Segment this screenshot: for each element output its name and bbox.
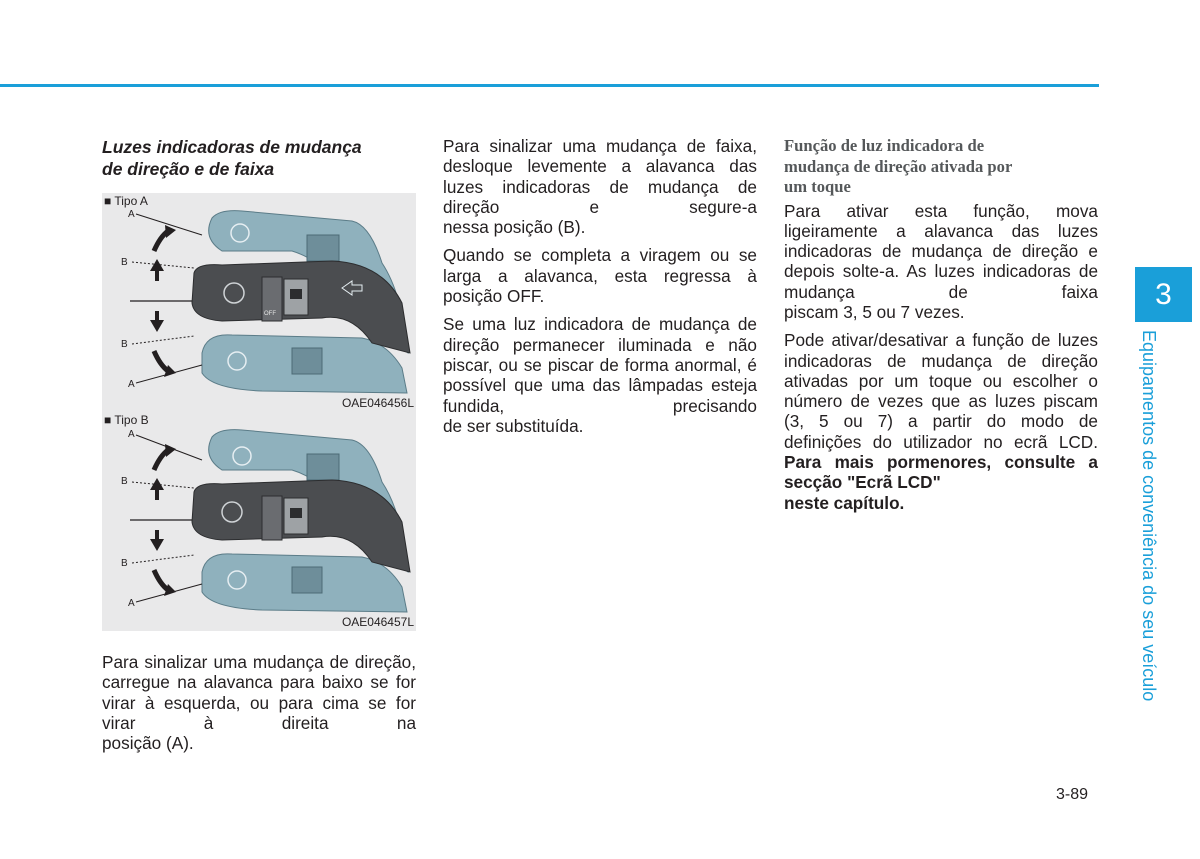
figure-code-b: OAE046457L [341,615,414,629]
column-3 [784,136,1098,521]
paragraph-body: Pode ativar/desativar a função de luzes indicadoras de mudança de direção ativadas por um toque ou escolher o número de vezes que as luzes piscam (3, 5 ou 7) a partir do modo de definições do utilizador no ecrã LCD. [784,330,1098,452]
column-1-lower [102,652,416,761]
callout-a-bottom: A [128,379,135,390]
heading-line-1: Luzes indicadoras de mudança [102,137,362,157]
paragraph-bold-reference: Para mais pormenores, consulte a secção "Ecrã LCD" [784,452,1098,493]
callout-b-bottom: B [121,339,128,350]
figure-type-b [102,412,416,631]
paragraph-settings [784,330,1098,513]
callout-a-bottom: A [128,598,135,609]
header-rule [0,84,1099,87]
chapter-title-vertical: Equipamentos de conveniência do seu veículo [1139,330,1159,702]
turn-signal-lever-illustration [102,193,416,412]
figure-code-a: OAE046456L [341,396,414,410]
paragraph-last-line: posição (A). [102,733,194,754]
callout-lines [130,214,202,383]
paragraph-last-line: posição OFF. [443,286,545,307]
turn-signal-lever-illustration [102,412,416,631]
callout-a-top: A [128,209,135,220]
column-2 [443,136,757,444]
paragraph-bulb-failure [443,314,757,436]
paragraph-return-off [443,245,757,306]
paragraph-last-line: piscam 3, 5 ou 7 vezes. [784,301,965,322]
paragraph-body: Para sinalizar uma mudança de direção, carregue na alavanca para baixo se for virar à esquerda, ou para cima se for virar à direita na [102,652,416,733]
paragraph-lever-direction [102,652,416,753]
callout-b-top: B [121,476,128,487]
paragraph-activate [784,201,1098,323]
figure-label-type-a: ■ Tipo A [104,194,148,208]
chapter-tab: 3 [1135,267,1192,322]
paragraph-body: Se uma luz indicadora de mudança de direção permanecer iluminada e não piscar, ou se piscar de forma anormal, é possível que uma das lâmpadas esteja fundida, precisando [443,314,757,416]
figure-label-type-b: ■ Tipo B [104,413,149,427]
heading-line-2: mudança de direção ativada por [784,156,1013,176]
off-label: OFF [264,311,276,317]
section-heading-one-touch [784,136,1098,198]
heading-line-2: de direção e de faixa [102,159,275,179]
paragraph-body: Quando se completa a viragem ou se larga a alavanca, esta regressa à [443,245,757,286]
section-heading [102,136,416,180]
paragraph-last-line: de ser substituída. [443,415,584,436]
heading-line-3: um toque [784,177,851,196]
paragraph-lane-change [443,136,757,237]
column-1 [102,136,416,192]
paragraph-body: Para ativar esta função, mova ligeiramente a alavanca das luzes indicadoras de mudança de direção e depois solte-a. As luzes indicadoras de mudança de faixa [784,200,1098,302]
page-number: 3-89 [1056,786,1089,803]
paragraph-body: Para sinalizar uma mudança de faixa, desloque levemente a alavanca das luzes indicadoras de mudança de direção e segure-a [443,136,757,217]
paragraph-bold-last-line: neste capítulo. [784,492,905,513]
callout-lines [130,435,202,602]
paragraph-last-line: nessa posição (B). [443,217,586,238]
callout-a-top: A [128,429,135,440]
callout-b-top: B [121,257,128,268]
figure-type-a [102,193,416,412]
callout-b-bottom: B [121,558,128,569]
heading-line-1: Função de luz indicadora de [784,136,985,155]
